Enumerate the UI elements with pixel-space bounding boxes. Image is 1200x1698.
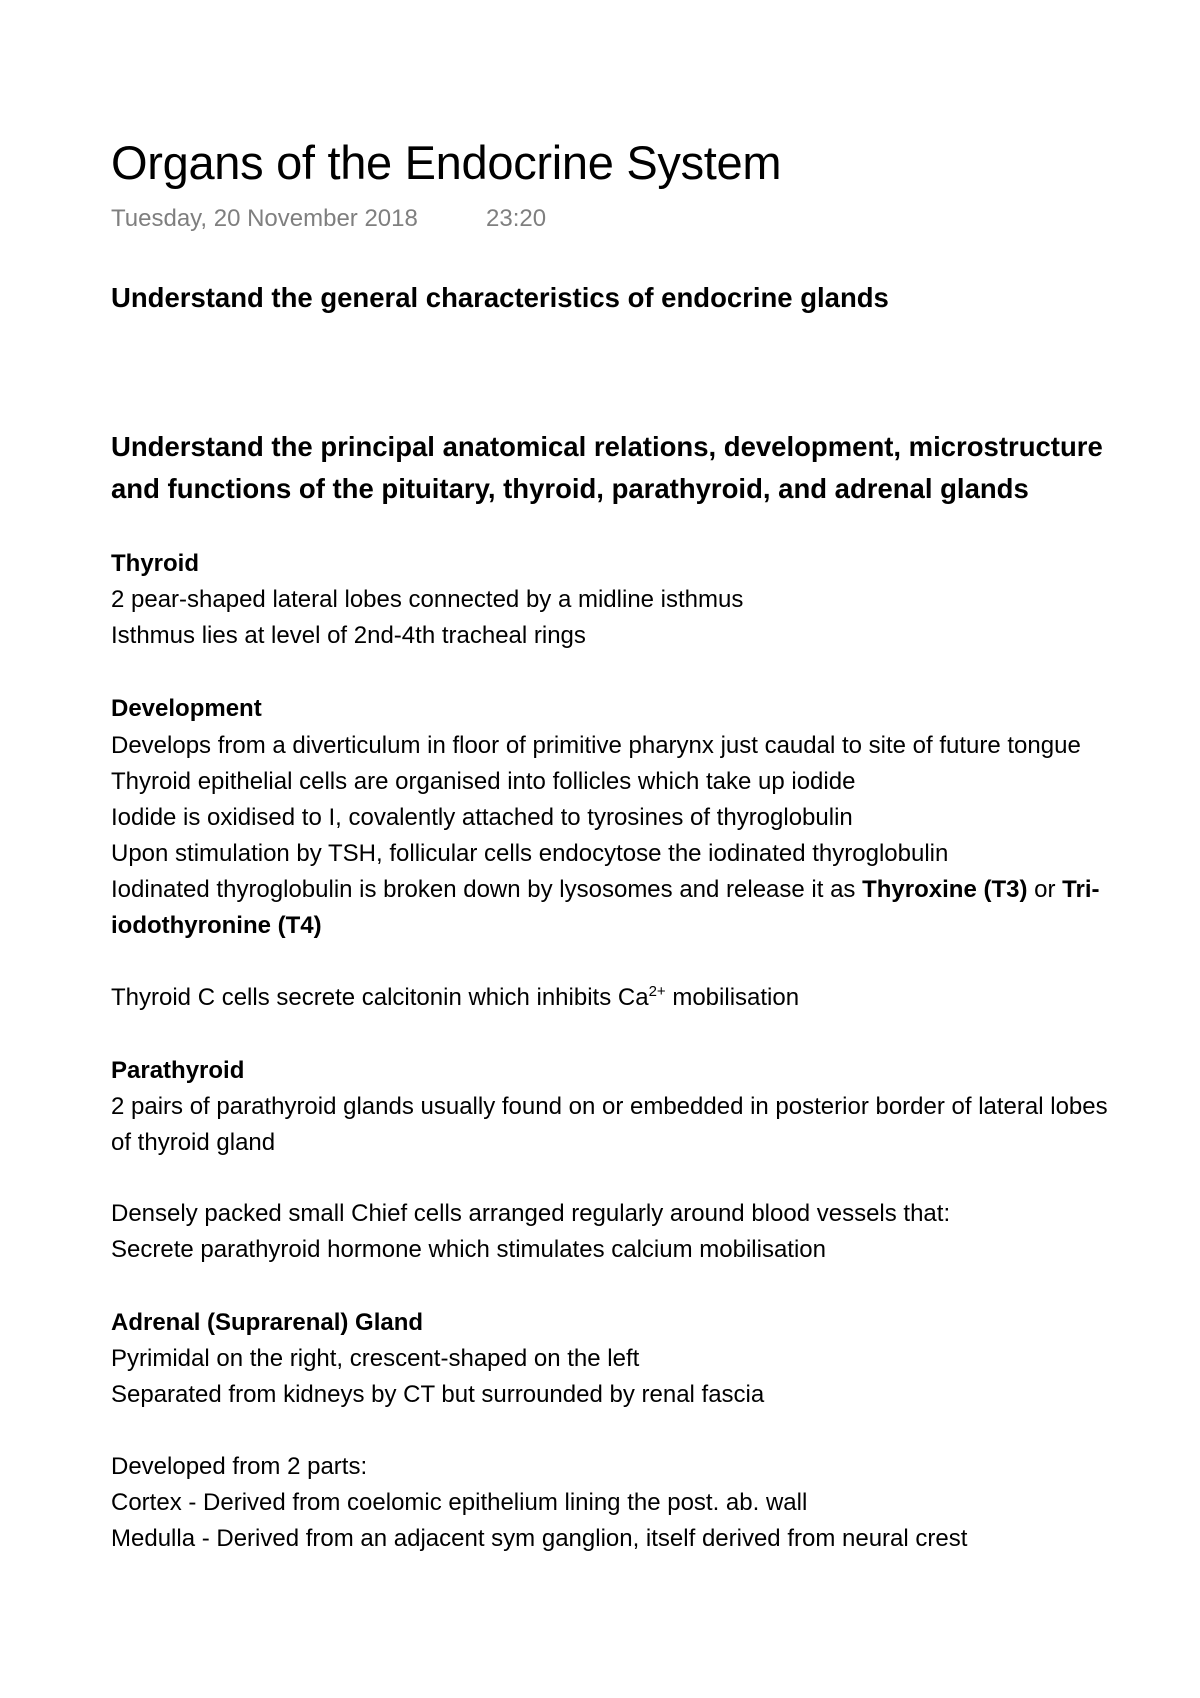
adrenal-line: Separated from kidneys by CT but surrounded by renal fascia: [111, 1381, 765, 1408]
development-line: Thyroid epithelial cells are organised into follicles which take up iodide: [111, 768, 856, 795]
page-title: Organs of the Endocrine System: [111, 136, 782, 189]
parathyroid-heading: Parathyroid: [111, 1057, 245, 1084]
adrenal-heading: Adrenal (Suprarenal) Gland: [111, 1309, 424, 1336]
thyroid-line: 2 pear-shaped lateral lobes connected by a midline isthmus: [111, 586, 744, 613]
development-heading: Development: [111, 695, 262, 722]
parathyroid-line: 2 pairs of parathyroid glands usually found on or embedded in posterior border of lateral lobes: [111, 1093, 1108, 1120]
heading-principal-relations-line1: Understand the principal anatomical relations, development, microstructure: [111, 431, 1103, 462]
calcitonin-line: [111, 983, 799, 1013]
page-date: Tuesday, 20 November 2018: [111, 205, 418, 232]
development-line5-mid: or: [1027, 876, 1063, 903]
calcitonin-prefix: Thyroid C cells secrete calcitonin which inhibits Ca: [111, 984, 649, 1011]
thyroid-heading: Thyroid: [111, 550, 199, 577]
heading-general-characteristics: Understand the general characteristics of endocrine glands: [111, 282, 889, 313]
heading-principal-relations-line2: and functions of the pituitary, thyroid, parathyroid, and adrenal glands: [111, 473, 1029, 504]
calcium-charge: 2+: [648, 983, 666, 1000]
development-line5-prefix: Iodinated thyroglobulin is broken down by lysosomes and release it as: [111, 876, 863, 903]
development-line: Iodide is oxidised to I, covalently attached to tyrosines of thyroglobulin: [111, 804, 853, 831]
development-line: Develops from a diverticulum in floor of primitive pharynx just caudal to site of future tongue: [111, 732, 1081, 759]
parathyroid-line: Densely packed small Chief cells arranged regularly around blood vessels that:: [111, 1200, 951, 1227]
page-time: 23:20: [486, 205, 547, 232]
thyroxine-term: Thyroxine (T3): [862, 876, 1028, 903]
development-line-hormones: [111, 875, 1100, 905]
adrenal-line: Medulla - Derived from an adjacent sym ganglion, itself derived from neural crest: [111, 1525, 968, 1552]
adrenal-line: Developed from 2 parts:: [111, 1453, 368, 1480]
adrenal-line: Pyrimidal on the right, crescent-shaped on the left: [111, 1345, 640, 1372]
parathyroid-line: Secrete parathyroid hormone which stimulates calcium mobilisation: [111, 1236, 826, 1263]
parathyroid-line: of thyroid gland: [111, 1129, 276, 1156]
tri-term: Tri-: [1062, 876, 1100, 903]
calcitonin-suffix: mobilisation: [665, 984, 800, 1011]
development-line: Upon stimulation by TSH, follicular cells endocytose the iodinated thyroglobulin: [111, 840, 949, 867]
thyroid-line: Isthmus lies at level of 2nd-4th tracheal rings: [111, 622, 586, 649]
iodothyronine-term: iodothyronine (T4): [111, 912, 322, 939]
adrenal-line: Cortex - Derived from coelomic epithelium lining the post. ab. wall: [111, 1489, 808, 1516]
